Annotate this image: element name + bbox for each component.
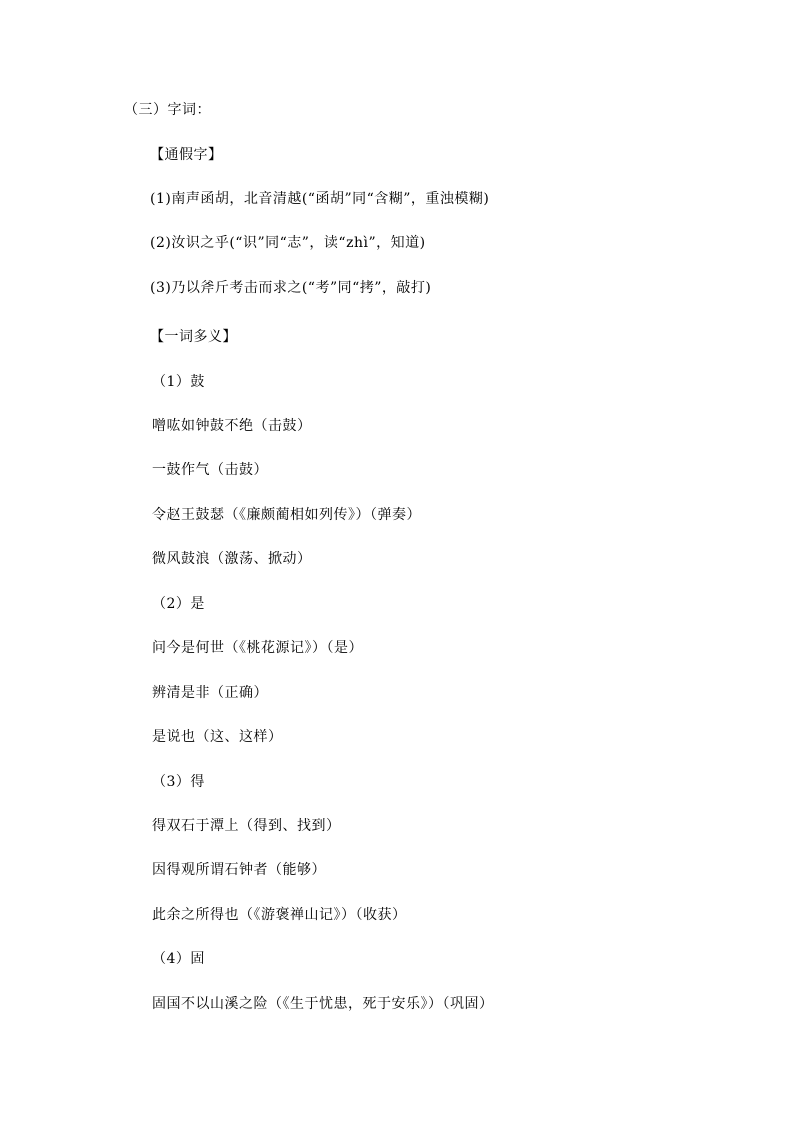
tongjiazi-title: 【通假字】 (150, 147, 223, 163)
yiciduoyi-title: 【一词多义】 (150, 329, 237, 345)
word-label: （3）得 (152, 774, 205, 790)
word-label: （1）鼓 (152, 374, 205, 390)
example-sentence: 因得观所谓石钟者（能够） (152, 862, 326, 878)
tongjiazi-item: (1)南声函胡，北音清越(“函胡”同“含糊”，重浊模糊) (150, 191, 490, 207)
example-sentence: 此余之所得也（《游褒禅山记》）（收获） (152, 907, 407, 923)
section-heading: （三）字词： (124, 102, 211, 118)
example-sentence: 问今是何世（《桃花源记》）（是） (152, 640, 363, 656)
example-sentence: 噌吰如钟鼓不绝（击鼓） (152, 418, 312, 434)
example-sentence: 一鼓作气（击鼓） (152, 462, 268, 478)
word-label: （4）固 (152, 951, 205, 967)
tongjiazi-item: (2)汝识之乎(“识”同“志”，读“zhì”，知道) (150, 235, 426, 251)
word-label: （2）是 (152, 596, 205, 612)
example-sentence: 是说也（这、这样） (152, 729, 283, 745)
tongjiazi-item: (3)乃以斧斤考击而求之(“考”同“拷”，敲打) (150, 280, 432, 296)
example-sentence: 辨清是非（正确） (152, 685, 268, 701)
example-sentence: 固国不以山溪之险（《生于忧患，死于安乐》）（巩固） (152, 996, 494, 1012)
example-sentence: 微风鼓浪（激荡、掀动） (152, 551, 312, 567)
example-sentence: 得双石于潭上（得到、找到） (152, 818, 341, 834)
example-sentence: 令赵王鼓瑟（《廉颇蔺相如列传》）（弹奏） (152, 507, 421, 523)
